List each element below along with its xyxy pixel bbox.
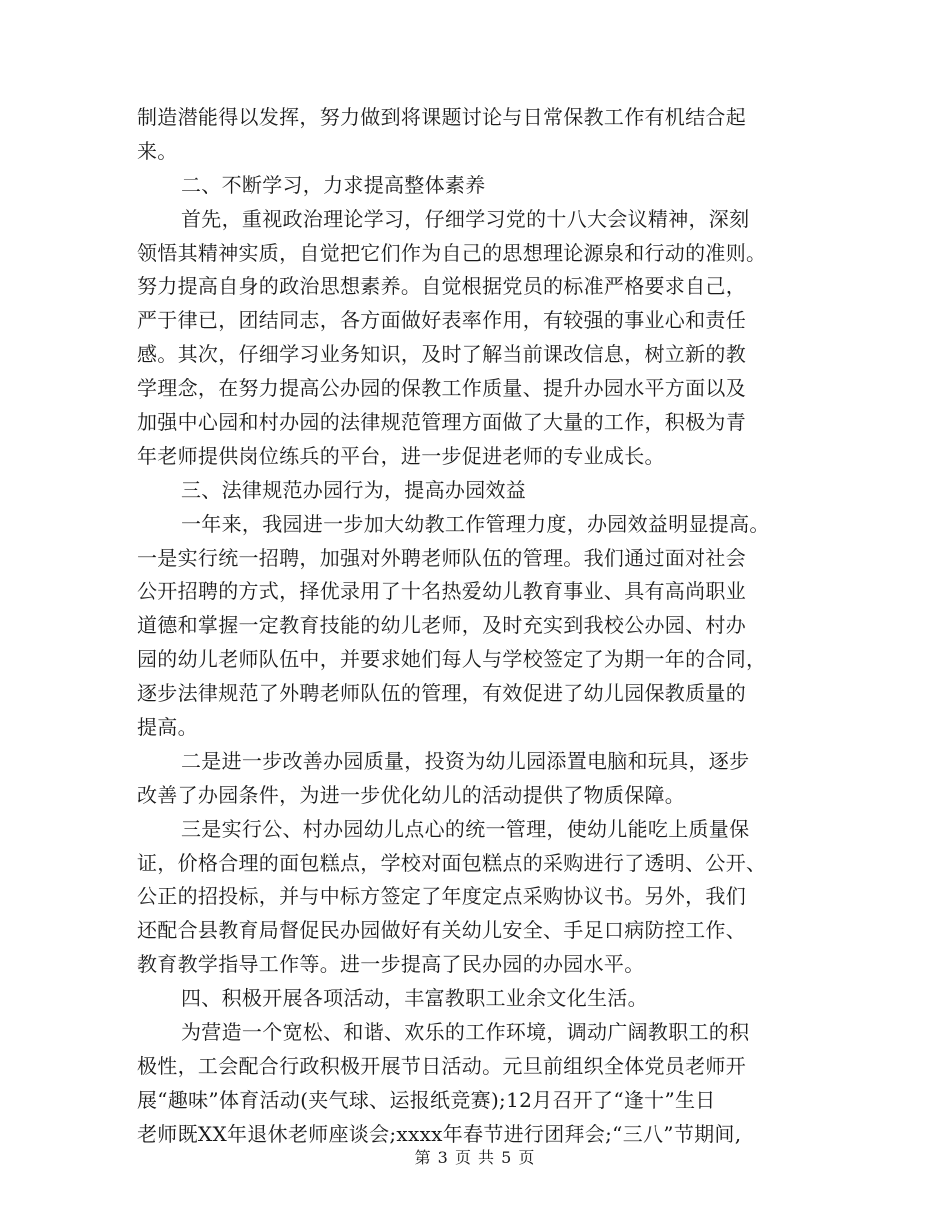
text-line: 三、法律规范办园行为，提高办园效益 [181,477,527,502]
text-line: 首先，重视政治理论学习，仔细学习党的十八大会议精神，深刻 [181,206,750,231]
text-line: 极性，工会配合行政积极开展节日活动。元旦前组织全体党员老师开 [137,1053,746,1078]
text-line: 年老师提供岗位练兵的平台，进一步促进老师的专业成长。 [137,443,665,468]
text-line: 教育教学指导工作等。进一步提高了民办园的办园水平。 [137,952,645,977]
text-line: 道德和掌握一定教育技能的幼儿老师，及时充实到我校公办园、村办 [137,613,746,638]
text-line: 感。其次，仔细学习业务知识，及时了解当前课改信息，树立新的教 [137,342,746,367]
text-line: 一年来，我园进一步加大幼教工作管理力度，办园效益明显提高。 [181,511,770,536]
text-line: 老师既XX年退休老师座谈会;xxxx年春节进行团拜会;“三八”节期间, [137,1121,742,1146]
text-line: 制造潜能得以发挥，努力做到将课题讨论与日常保教工作有机结合起 [137,105,746,129]
text-line: 提高。 [137,715,198,740]
text-line: 园的幼儿老师队伍中，并要求她们每人与学校签定了为期一年的合同， [137,647,767,672]
text-line: 还配合县教育局督促民办园做好有关幼儿安全、手足口病防控工作、 [137,918,746,943]
text-line: 来。 [137,138,178,163]
text-line: 严于律已，团结同志，各方面做好表率作用，有较强的事业心和责任 [137,308,746,333]
text-line: 改善了办园条件，为进一步优化幼儿的活动提供了物质保障。 [137,782,686,807]
text-line: 二、不断学习，力求提高整体素养 [181,172,486,197]
text-line: 证，价格合理的面包糕点，学校对面包糕点的采购进行了透明、公开、 [137,850,767,875]
text-line: 领悟其精神实质，自觉把它们作为自己的思想理论源泉和行动的准则。 [137,240,767,265]
text-line: 逐步法律规范了外聘老师队伍的管理，有效促进了幼儿园保教质量的 [137,681,746,706]
text-line: 加强中心园和村办园的法律规范管理方面做了大量的工作，积极为青 [137,410,746,435]
text-line: 公开招聘的方式，择优录用了十名热爱幼儿教育事业、具有高尚职业 [137,579,746,604]
text-line: 努力提高自身的政治思想素养。自觉根据党员的标准严格要求自己， [137,274,746,299]
text-line: 学理念，在努力提高公办园的保教工作质量、提升办园水平方面以及 [137,376,746,401]
text-line: 一是实行统一招聘，加强对外聘老师队伍的管理。我们通过面对社会 [137,545,746,570]
text-line: 为营造一个宽松、和谐、欢乐的工作环境，调动广阔教职工的积 [181,1020,750,1045]
text-line: 三是实行公、村办园幼儿点心的统一管理，使幼儿能吃上质量保 [181,816,750,841]
text-line: 公正的招投标，并与中标方签定了年度定点采购协议书。另外，我们 [137,884,746,909]
body-text [137,101,817,1152]
page-footer [0,1145,950,1168]
page-number-label: 第 3 页 共 5 页 [414,1148,536,1167]
text-line: 二是进一步改善办园质量，投资为幼儿园添置电脑和玩具，逐步 [181,748,750,773]
text-line: 展“趣味”体育活动(夹气球、运报纸竞赛);12月召开了“逢十”生日 [137,1087,716,1112]
text-line: 四、积极开展各项活动，丰富教职工业余文化生活。 [181,986,648,1011]
